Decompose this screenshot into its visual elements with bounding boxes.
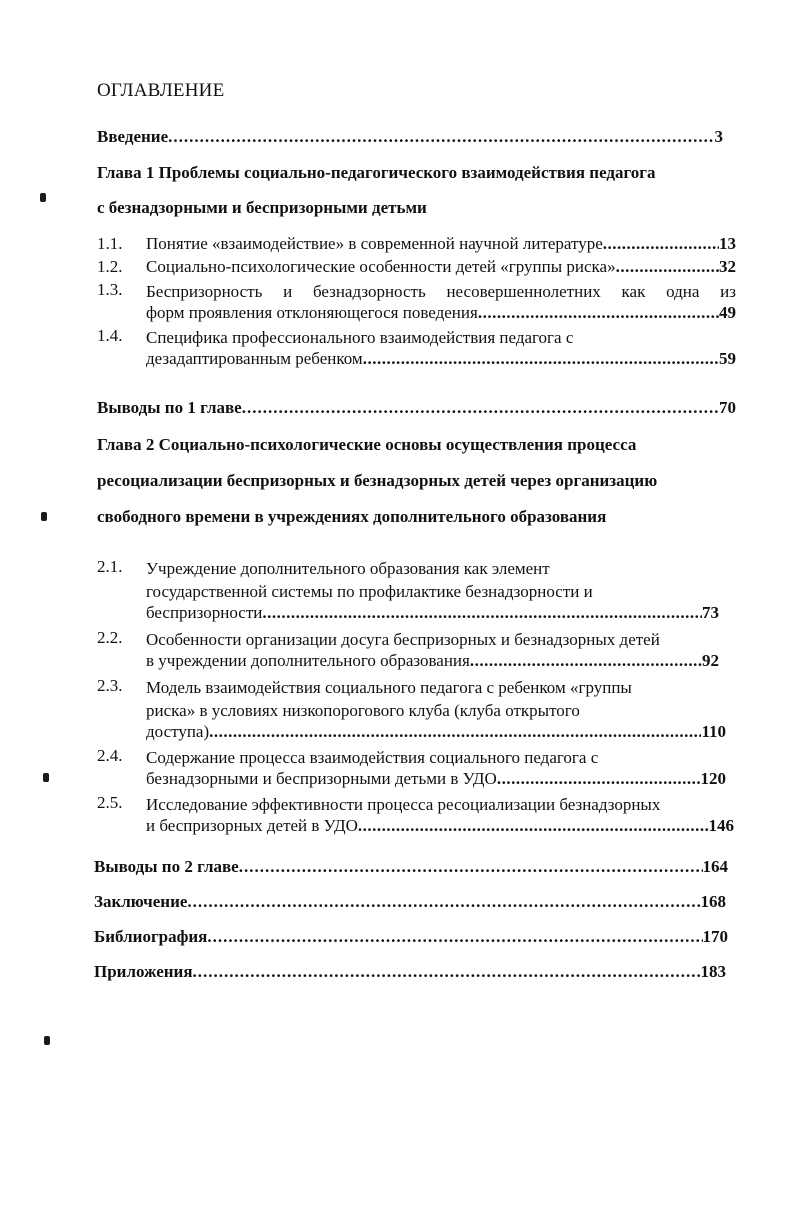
chapter-2-heading-line2: ресоциализации беспризорных и безнадзорных детей через организацию — [97, 471, 658, 490]
leader-dots — [239, 857, 703, 877]
section-number: 1.4. — [97, 326, 123, 345]
leader-dots — [187, 892, 700, 912]
leader-dots — [358, 816, 709, 836]
toc-entry-bibliography[interactable] — [94, 927, 728, 947]
chapter-1-heading-line2: с безнадзорными и беспризорными детьми — [97, 198, 427, 217]
toc-entry-label: Содержание процесса взаимодействия социального педагога с — [146, 748, 599, 767]
toc-entry-label: доступа) — [146, 722, 210, 741]
leader-dots — [616, 257, 719, 277]
toc-entry-label: и беспризорных детей в УДО — [146, 816, 358, 835]
leader-dots — [363, 349, 719, 369]
toc-entry-conclusions-2[interactable] — [94, 857, 728, 877]
leader-dots — [242, 398, 719, 418]
toc-entry-1-2[interactable] — [146, 257, 736, 277]
toc-entry-page: 92 — [702, 651, 719, 670]
toc-entry-page: 73 — [702, 603, 719, 622]
leader-dots — [497, 769, 701, 789]
toc-entry-page: 110 — [701, 722, 726, 741]
leader-dots — [262, 603, 702, 623]
margin-mark — [43, 773, 49, 782]
toc-entry-page: 59 — [719, 349, 736, 368]
leader-dots — [193, 962, 701, 982]
leader-dots — [207, 927, 702, 947]
leader-dots — [168, 127, 714, 147]
leader-dots — [470, 651, 702, 671]
toc-entry-1-3[interactable] — [146, 303, 736, 323]
section-number: 2.4. — [97, 746, 123, 765]
toc-entry-page: 146 — [708, 816, 734, 835]
toc-entry-page: 170 — [702, 927, 728, 946]
toc-entry-page: 70 — [719, 398, 736, 417]
toc-entry-label: в учреждении дополнительного образования — [146, 651, 470, 670]
toc-entry-page: 49 — [719, 303, 736, 322]
chapter-2-heading-line1: Глава 2 Социально-психологические основы осуществления процесса — [97, 435, 637, 454]
margin-mark — [40, 193, 46, 202]
toc-entry-label: Беспризорность и безнадзорность несовершеннолетних как одна из — [146, 282, 736, 301]
toc-entry-label: Приложения — [94, 962, 193, 981]
toc-entry-page: 32 — [719, 257, 736, 276]
section-number: 1.1. — [97, 234, 123, 253]
toc-entry-label: Специфика профессионального взаимодействия педагога с — [146, 328, 574, 347]
toc-entry-page: 168 — [700, 892, 726, 911]
section-number: 2.5. — [97, 793, 123, 812]
toc-entry-label: Социально-психологические особенности детей «группы риска» — [146, 257, 616, 276]
toc-entry-label: Учреждение дополнительного образования как элемент — [146, 559, 550, 578]
toc-entry-label: Понятие «взаимодействие» в современной научной литературе — [146, 234, 603, 253]
toc-entry-1-1[interactable] — [146, 234, 736, 254]
toc-entry-page: 164 — [702, 857, 728, 876]
toc-entry-label: риска» в условиях низкопорогового клуба (клуба открытого — [146, 701, 580, 720]
toc-entry-label: Модель взаимодействия социального педагога с ребенком «группы — [146, 678, 632, 697]
toc-entry-page: 183 — [700, 962, 726, 981]
leader-dots — [478, 303, 719, 323]
toc-entry-label: Заключение — [94, 892, 188, 911]
toc-entry-label: безнадзорными и беспризорными детьми в УДО — [146, 769, 497, 788]
toc-entry-label: Исследование эффективности процесса ресоциализации безнадзорных — [146, 795, 661, 814]
margin-mark — [44, 1036, 50, 1045]
toc-entry-label: Библиография — [94, 927, 208, 946]
toc-entry-2-4[interactable] — [146, 769, 726, 789]
toc-entry-2-1[interactable] — [146, 603, 719, 623]
toc-entry-label: дезадаптированным ребенком — [146, 349, 363, 368]
toc-entry-appendices[interactable] — [94, 962, 726, 982]
toc-entry-page: 3 — [714, 127, 723, 146]
toc-entry-2-5[interactable] — [146, 816, 734, 836]
toc-title: ОГЛАВЛЕНИЕ — [97, 80, 225, 101]
toc-entry-1-4[interactable] — [146, 349, 736, 369]
leader-dots — [603, 234, 719, 254]
toc-entry-conclusion[interactable] — [94, 892, 726, 912]
section-number: 1.3. — [97, 280, 123, 299]
toc-entry-label: форм проявления отклоняющегося поведения — [146, 303, 478, 322]
toc-entry-label: Введение — [97, 127, 169, 146]
toc-entry-page: 13 — [719, 234, 736, 253]
margin-mark — [41, 512, 47, 521]
leader-dots — [209, 722, 701, 742]
toc-entry-label: Выводы по 2 главе — [94, 857, 239, 876]
toc-entry-page: 120 — [700, 769, 726, 788]
section-number: 2.1. — [97, 557, 123, 576]
chapter-1-heading-line1: Глава 1 Проблемы социально-педагогического взаимодействия педагога — [97, 163, 656, 182]
toc-entry-label: Выводы по 1 главе — [97, 398, 242, 417]
section-number: 2.3. — [97, 676, 123, 695]
toc-entry-label: государственной системы по профилактике безнадзорности и — [146, 582, 593, 601]
chapter-2-heading-line3: свободного времени в учреждениях дополнительного образования — [97, 507, 607, 526]
section-number: 1.2. — [97, 257, 123, 276]
toc-entry-label: Особенности организации досуга беспризорных и безнадзорных детей — [146, 630, 660, 649]
section-number: 2.2. — [97, 628, 123, 647]
toc-entry-intro[interactable] — [97, 127, 723, 147]
toc-entry-2-2[interactable] — [146, 651, 719, 671]
toc-entry-2-3[interactable] — [146, 722, 726, 742]
toc-entry-label: беспризорности — [146, 603, 263, 622]
toc-entry-conclusions-1[interactable] — [97, 398, 736, 418]
